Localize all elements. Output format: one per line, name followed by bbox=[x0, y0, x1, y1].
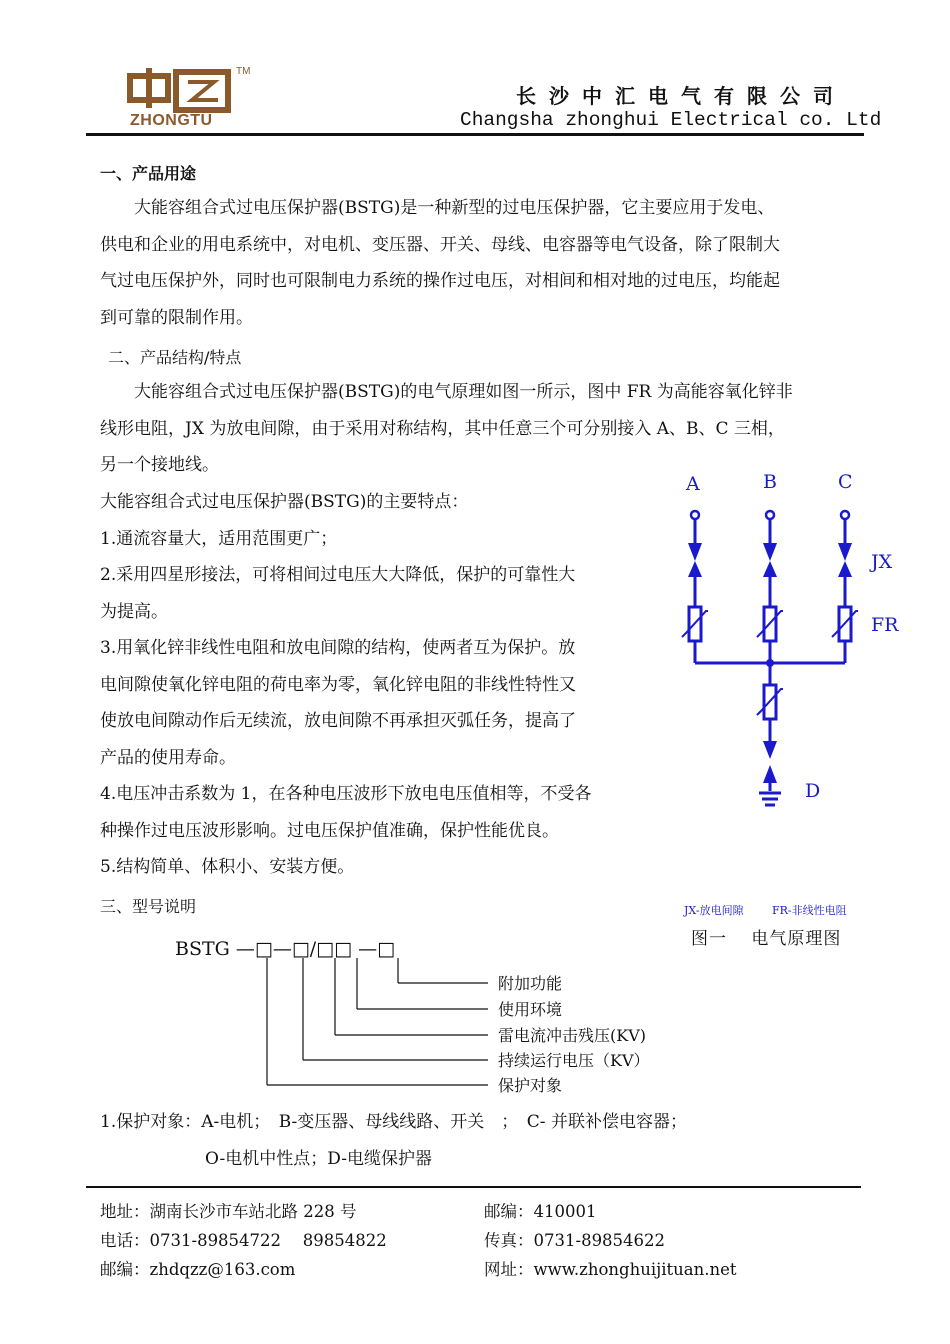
features-list bbox=[100, 484, 645, 886]
section2-title: 二、产品结构/特点 bbox=[108, 348, 242, 367]
phase-b-label: B bbox=[763, 471, 777, 493]
body-line: 大能容组合式过电压保护器(BSTG)是一种新型的过电压保护器，它主要应用于发电、 bbox=[100, 198, 775, 218]
feature-line: 大能容组合式过电压保护器(BSTG)的主要特点： bbox=[100, 492, 469, 512]
footer-fax: 传真：0731-89854622 bbox=[484, 1231, 666, 1250]
trademark-mark: TM bbox=[236, 66, 251, 77]
phase-a-label: A bbox=[686, 473, 700, 495]
model-label-voltage: 持续运行电压（KV） bbox=[498, 1051, 650, 1070]
header-divider bbox=[86, 133, 864, 136]
figure-caption: 图一 电气原理图 bbox=[691, 929, 842, 949]
feature-line: 使放电间隙动作后无续流，放电间隙不再承担灭弧任务，提高了 bbox=[100, 711, 576, 731]
feature-line: 2.采用四星形接法，可将相间过电压大大降低，保护的可靠性大 bbox=[100, 565, 576, 585]
body-line: 到可靠的限制作用。 bbox=[100, 307, 253, 328]
section1-title: 一、产品用途 bbox=[100, 164, 197, 183]
company-name-cn: 长沙中汇电气有限公司 bbox=[516, 84, 846, 108]
body-line: 气过电压保护外，同时也可限制电力系统的操作过电压，对相间和相对地的过电压，均能起 bbox=[100, 271, 780, 291]
feature-line: 3.用氧化锌非线性电阻和放电间隙的结构，使两者互为保护。放 bbox=[100, 638, 576, 658]
electrical-schematic bbox=[660, 465, 920, 829]
model-code-diagram bbox=[170, 930, 670, 1104]
footer-website: 网址：www.zhonghuijituan.net bbox=[484, 1260, 737, 1279]
legend-fr: FR-非线性电阻 bbox=[772, 904, 847, 917]
footer-phone: 电话：0731-89854722 89854822 bbox=[100, 1231, 387, 1250]
feature-line: 1.通流容量大，适用范围更广； bbox=[100, 528, 338, 549]
feature-line: 种操作过电压波形影响。过电压保护值准确，保护性能优良。 bbox=[100, 820, 559, 841]
model-label-extra: 附加功能 bbox=[498, 974, 563, 993]
jx-label: JX bbox=[871, 551, 893, 573]
model-label-residual: 雷电流冲击残压(KV) bbox=[498, 1026, 646, 1045]
body-line: 另一个接地线。 bbox=[100, 455, 219, 475]
body-line: 线形电阻，JX 为放电间隙，由于采用对称结构，其中任意三个可分别接入 A、B、C 三相， bbox=[100, 418, 785, 439]
body-line: 供电和企业的用电系统中，对电机、变压器、开关、母线、电容器等电气设备，除了限制大 bbox=[100, 234, 780, 255]
phase-c-label: C bbox=[838, 471, 853, 493]
section3-title: 三、型号说明 bbox=[100, 897, 197, 916]
body-line: 大能容组合式过电压保护器(BSTG)的电气原理如图一所示，图中 FR 为高能容氧化锌非 bbox=[100, 382, 793, 402]
ground-label: D bbox=[805, 780, 821, 802]
footer-email: 邮编：zhdqzz@163.com bbox=[100, 1260, 296, 1279]
model-label-env: 使用环境 bbox=[498, 1000, 563, 1019]
feature-line: 5.结构简单、体积小、安装方便。 bbox=[100, 857, 355, 877]
footer-divider bbox=[86, 1186, 861, 1188]
protection-target-line2: O-电机中性点；D-电缆保护器 bbox=[205, 1149, 432, 1169]
fr-label: FR bbox=[871, 614, 899, 636]
legend-jx: JX-放电间隙 bbox=[684, 904, 744, 917]
company-name-en: Changsha zhonghui Electrical co. Ltd bbox=[460, 109, 882, 131]
model-label-target: 保护对象 bbox=[498, 1076, 563, 1095]
feature-line: 4.电压冲击系数为 1，在各种电压波形下放电电压值相等，不受各 bbox=[100, 784, 592, 804]
protection-target-line1: 1.保护对象：A-电机； B-变压器、母线线路、开关 ； C- 并联补偿电容器； bbox=[100, 1112, 687, 1132]
logo-wordmark: ZHONGTU bbox=[130, 112, 213, 129]
footer-address: 地址：湖南长沙市车站北路 228 号 bbox=[100, 1202, 357, 1221]
feature-line: 电间隙使氧化锌电阻的荷电率为零，氧化锌电阻的非线性特性又 bbox=[100, 674, 576, 695]
model-code: BSTG —□—□/□□ —□ bbox=[175, 938, 396, 960]
footer-postcode: 邮编：410001 bbox=[484, 1202, 597, 1221]
section1-body bbox=[100, 190, 865, 336]
feature-line: 产品的使用寿命。 bbox=[100, 747, 236, 768]
feature-line: 为提高。 bbox=[100, 601, 168, 622]
